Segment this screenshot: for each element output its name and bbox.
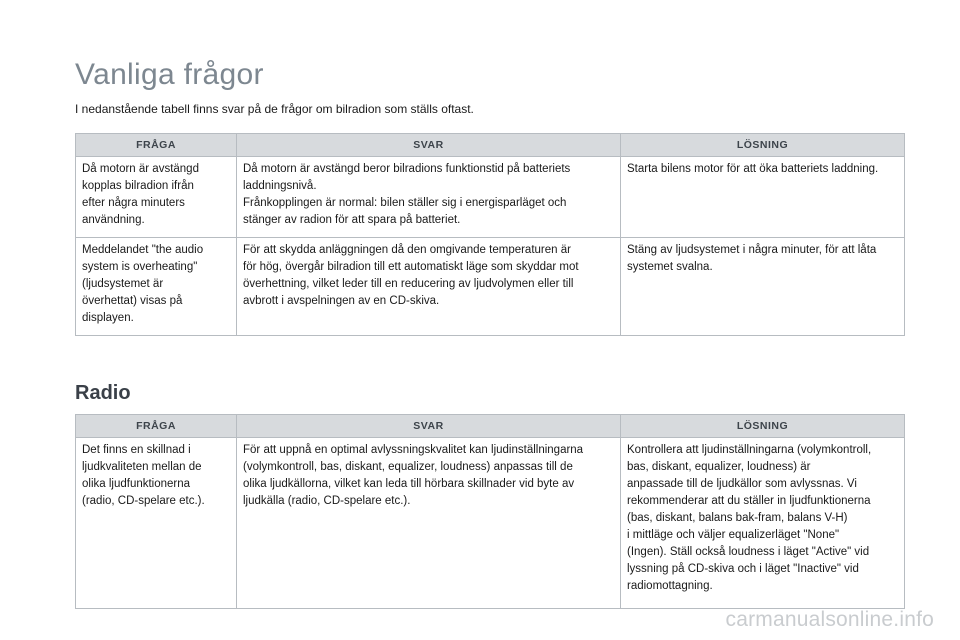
section-title-radio: Radio [75, 382, 131, 404]
text-line: (ljudsystemet är [82, 278, 164, 290]
page-title: Vanliga frågor [75, 58, 264, 91]
answer-cell [237, 157, 621, 238]
column-header-answer: SVAR [237, 134, 621, 157]
text-line: överhettning, vilket leder till en reducering av ljudvolymen eller till [243, 278, 574, 290]
column-header-solution: LÖSNING [621, 415, 905, 438]
text-line: För att skydda anläggningen då den omgivande temperaturen är [243, 244, 571, 256]
column-header-question: FRÅGA [76, 134, 237, 157]
text-line: ljudkvaliteten mellan de [82, 461, 202, 473]
text-line: stänger av radion för att spara på batteriet. [243, 214, 461, 226]
text-line: användning. [82, 214, 145, 226]
answer-cell [237, 238, 621, 336]
text-line: avbrott i avspelningen av en CD-skiva. [243, 295, 440, 307]
text-line: ljudkälla (radio, CD-spelare etc.). [243, 495, 411, 507]
column-header-question: FRÅGA [76, 415, 237, 438]
text-line: Starta bilens motor för att öka batteriets laddning. [627, 163, 879, 175]
watermark-text: carmanualsonline.info [725, 608, 934, 631]
column-header-solution: LÖSNING [621, 134, 905, 157]
table-row [76, 238, 905, 336]
text-line: (radio, CD-spelare etc.). [82, 495, 205, 507]
text-line: system is overheating" [82, 261, 198, 273]
solution-cell [621, 238, 905, 336]
text-line: rekommenderar att du ställer in ljudfunktionerna [627, 495, 871, 507]
text-line: Då motorn är avstängd [82, 163, 199, 175]
text-line: laddningsnivå. [243, 180, 317, 192]
table-row [76, 157, 905, 238]
text-line: i mittläge och väljer equalizerläget "None" [627, 529, 840, 541]
intro-text: I nedanstående tabell finns svar på de frågor om bilradion som ställs oftast. [75, 102, 474, 116]
answer-cell [237, 438, 621, 609]
text-line: för hög, övergår bilradion till ett automatiskt läge som skyddar mot [243, 261, 579, 273]
faq-table-general [75, 133, 905, 336]
table-header-row [76, 134, 905, 157]
text-line: (Ingen). Ställ också loudness i läget "Active" vid [627, 546, 870, 558]
text-line: Meddelandet "the audio [82, 244, 204, 256]
text-line: olika ljudfunktionerna [82, 478, 191, 490]
text-line: systemet svalna. [627, 261, 713, 273]
question-cell [76, 157, 237, 238]
question-cell [76, 238, 237, 336]
text-line: efter några minuters [82, 197, 185, 209]
text-line: Frånkopplingen är normal: bilen ställer sig i energisparläget och [243, 197, 567, 209]
text-line: lyssning på CD-skiva och i läget "Inactive" vid [627, 563, 859, 575]
text-line: anpassade till de ljudkällor som avlyssnas. Vi [627, 478, 857, 490]
text-line: radiomottagning. [627, 580, 713, 592]
text-line: Stäng av ljudsystemet i några minuter, för att låta [627, 244, 877, 256]
text-line: Det finns en skillnad i [82, 444, 191, 456]
column-header-answer: SVAR [237, 415, 621, 438]
text-line: Då motorn är avstängd beror bilradions funktionstid på batteriets [243, 163, 571, 175]
question-cell [76, 438, 237, 609]
text-line: (bas, diskant, balans bak-fram, balans V-H) [627, 512, 848, 524]
text-line: olika ljudkällorna, vilket kan leda till hörbara skillnader vid byte av [243, 478, 575, 490]
solution-cell [621, 157, 905, 238]
text-line: (volymkontroll, bas, diskant, equalizer, loudness) anpassas till de [243, 461, 573, 473]
table-header-row [76, 415, 905, 438]
text-line: displayen. [82, 312, 134, 324]
text-line: kopplas bilradion ifrån [82, 180, 194, 192]
text-line: bas, diskant, equalizer, loudness) är [627, 461, 811, 473]
text-line: överhettat) visas på [82, 295, 183, 307]
text-line: Kontrollera att ljudinställningarna (volymkontroll, [627, 444, 872, 456]
solution-cell [621, 438, 905, 609]
table-row [76, 438, 905, 609]
text-line: För att uppnå en optimal avlyssningskvalitet kan ljudinställningarna [243, 444, 584, 456]
faq-table-radio [75, 414, 905, 609]
